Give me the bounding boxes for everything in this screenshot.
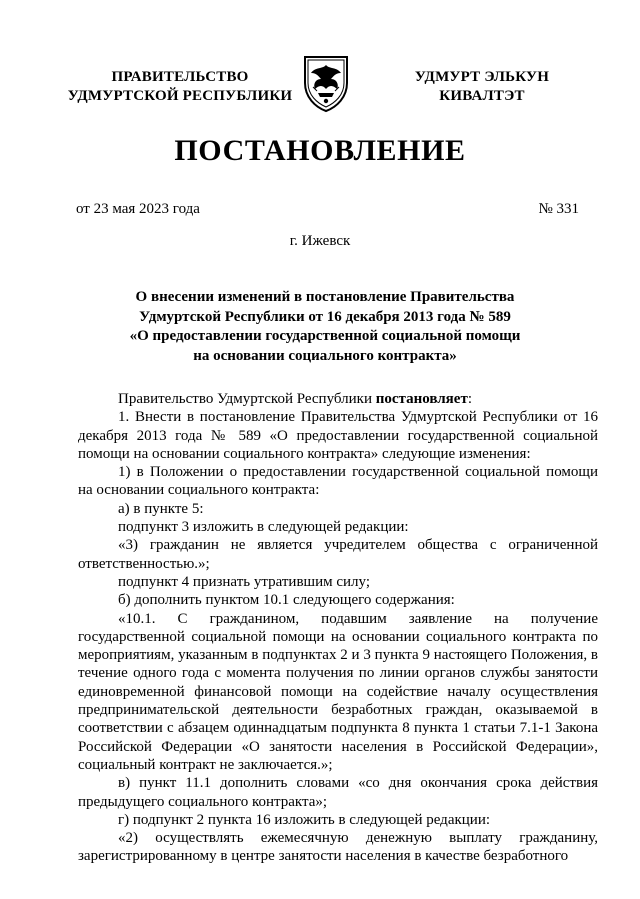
header-left-line-2: УДМУРТСКОЙ РЕСПУБЛИКИ <box>67 88 293 104</box>
document-date: от 23 мая 2023 года <box>76 201 200 217</box>
body-paragraph-8: «10.1. С гражданином, подавшим заявление на получение государственной социальной помощи на основании социального контракта по мероприятиям, указанным в подпунктах 2 и 3 пункта 9 настоящего Положения, в течение одного года с момента получения по линии органов службы занятости единовременной финансовой помощи на содействие началу осуществления предпринимательской деятельности безработных граждан, оказываемой в соответствии с абзацем одиннадцатым подпункта 8 пункта 1 статьи 7.1-1 Закона Российской Федерации «О занятости населения в Российской Федерации», социальный контракт не заключается.»; <box>78 610 598 773</box>
body-paragraph-6: подпункт 4 признать утратившим силу; <box>118 573 370 590</box>
header-right-line-2: КИВАЛТЭТ <box>439 88 525 104</box>
body-paragraph-10: г) подпункт 2 пункта 16 изложить в следующей редакции: <box>118 811 491 828</box>
subject-line-4: на основании социального контракта» <box>193 347 457 364</box>
subject-line-3: «О предоставлении государственной социальной помощи <box>129 328 521 344</box>
coat-of-arms-icon <box>301 53 351 113</box>
subject-line-1: О внесении изменений в постановление Правительства <box>135 289 515 305</box>
body-paragraph-11: «2) осуществлять ежемесячную денежную выплату гражданину, зарегистрированному в центре занятости населения в качестве безработного <box>78 830 598 865</box>
header-right-line-1: УДМУРТ ЭЛЬКУН <box>414 69 550 85</box>
body-paragraph-5: «3) гражданин не является учредителем общества с ограниченной ответственностью.»; <box>78 537 598 572</box>
header-right <box>398 68 566 106</box>
body-paragraph-9: в) пункт 11.1 дополнить словами «со дня окончания срока действия предыдущего социального контракта»; <box>78 775 598 810</box>
intro-text: Правительство Удмуртской Республики <box>118 391 376 407</box>
document-city: г. Ижевск <box>289 233 351 249</box>
document-number: № 331 <box>538 201 579 217</box>
intro-bold-text: постановляет <box>375 391 468 407</box>
intro-paragraph <box>78 390 598 408</box>
intro-end: : <box>467 391 472 407</box>
subject-line-2: Удмуртской Республики от 16 декабря 2013 года № 589 <box>139 308 511 325</box>
document-subject <box>100 288 550 366</box>
header-left-line-1: ПРАВИТЕЛЬСТВО <box>111 69 249 85</box>
body-paragraph-1: 1. Внести в постановление Правительства Удмуртской Республики от 16 декабря 2013 года № 589 «О предоставлении государственной социальной помощи на основании социального контракта» следующие изменения: <box>78 409 598 462</box>
document-type-title: ПОСТАНОВЛЕНИЕ <box>174 134 466 167</box>
body-paragraph-2: 1) в Положении о предоставлении государственной социальной помощи на основании социального контракта: <box>78 464 598 499</box>
header-left <box>60 68 300 106</box>
body-paragraph-4: подпункт 3 изложить в следующей редакции: <box>118 519 409 536</box>
body-paragraph-7: б) дополнить пунктом 10.1 следующего содержания: <box>118 592 455 609</box>
document-body <box>78 390 598 866</box>
body-paragraph-3: а) в пункте 5: <box>118 500 204 517</box>
